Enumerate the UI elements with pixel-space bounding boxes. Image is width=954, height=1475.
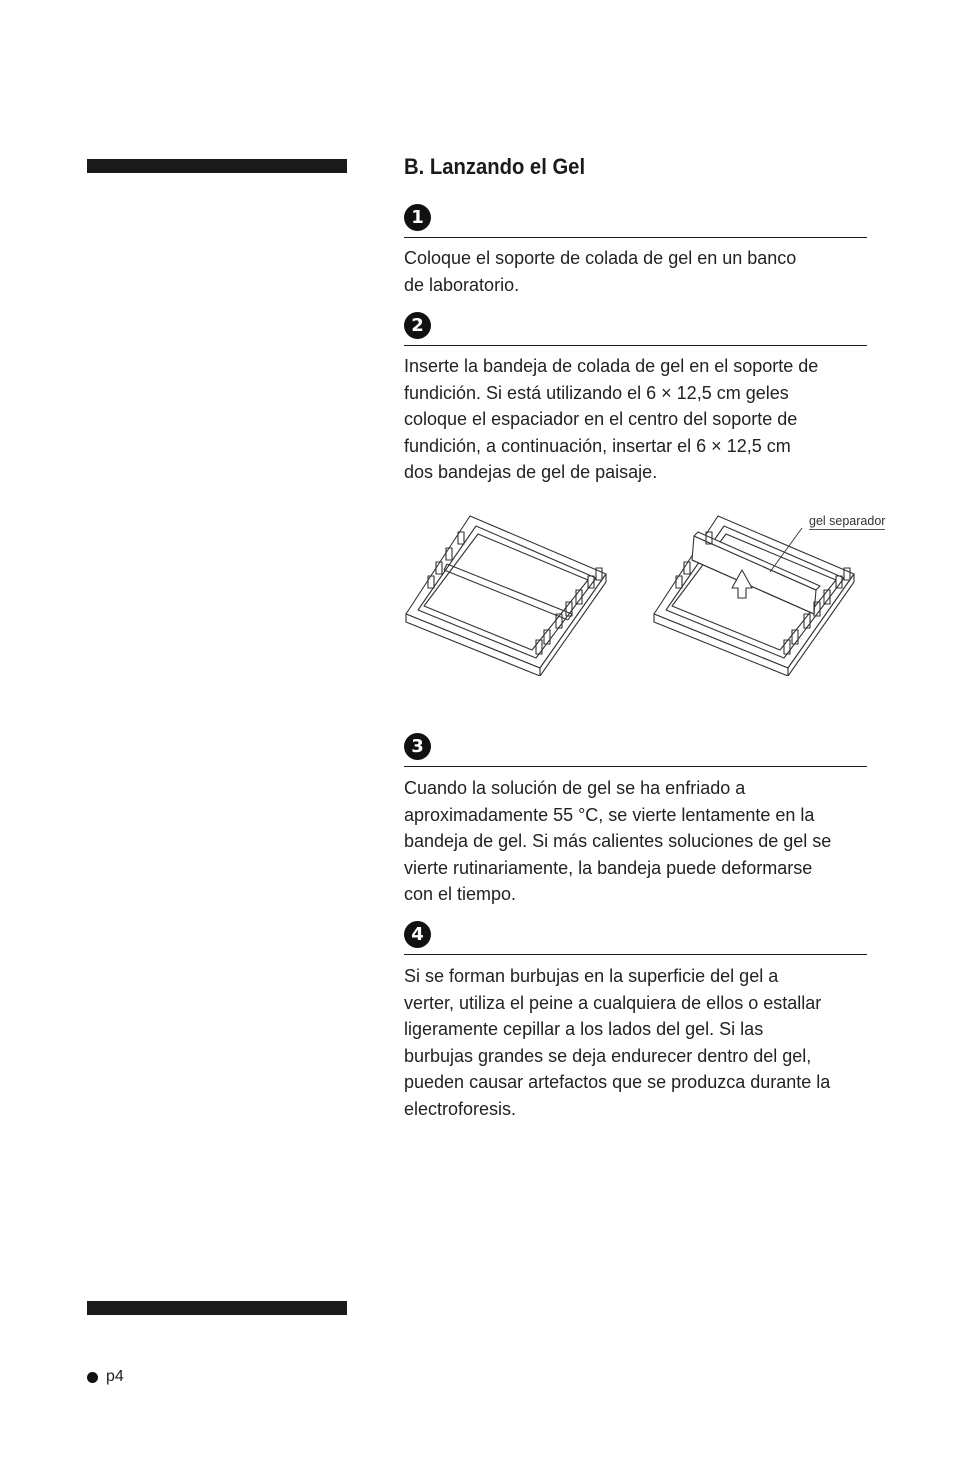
step-4-header xyxy=(404,922,867,955)
text-line: con el tiempo. xyxy=(404,884,517,904)
step-2-header xyxy=(404,313,867,346)
step-2-text xyxy=(404,353,818,486)
step-4-text xyxy=(404,963,830,1122)
text-line: fundición. Si está utilizando el 6 × 12,5 cm geles xyxy=(404,382,789,403)
step-4-number: 4 xyxy=(404,921,431,948)
text-line: dos bandejas de gel de paisaje. xyxy=(404,462,658,482)
text-line: vierte rutinariamente, la bandeja puede deformarse xyxy=(404,857,813,878)
step-1-header xyxy=(404,205,867,238)
text-line: pueden causar artefactos que se produzca durante la xyxy=(404,1072,831,1092)
text-line: ligeramente cepillar a los lados del gel. Si las xyxy=(404,1019,764,1039)
text-line: fundición, a continuación, insertar el 6 × 12,5 cm xyxy=(404,435,791,456)
step-2-number: 2 xyxy=(404,312,431,339)
page-footer xyxy=(87,1368,124,1386)
top-decor-bar xyxy=(87,159,347,173)
step-3-header xyxy=(404,734,867,767)
text-line: verter, utiliza el peine a cualquiera de ellos o estallar xyxy=(404,992,822,1013)
step-3-number: 3 xyxy=(404,733,431,760)
text-line: aproximadamente 55 °C, se vierte lentamente en la xyxy=(404,804,815,825)
text-line: de laboratorio. xyxy=(404,274,520,295)
text-line: Inserte la bandeja de colada de gel en el soporte de xyxy=(404,356,819,376)
section-title: B. Lanzando el Gel xyxy=(404,154,586,179)
step-1-number: 1 xyxy=(404,204,431,231)
page-number: p4 xyxy=(106,1368,124,1385)
step-3-text xyxy=(404,775,831,908)
gel-tray-illustration xyxy=(398,506,898,676)
text-line: Coloque el soporte de colada de gel en un banco xyxy=(404,248,797,268)
right-tray-drawing xyxy=(654,516,854,676)
step-1-text xyxy=(404,245,796,298)
text-line: electroforesis. xyxy=(404,1098,517,1119)
text-line: Cuando la solución de gel se ha enfriado a xyxy=(404,778,746,798)
text-line: coloque el espaciador en el centro del soporte de xyxy=(404,409,798,429)
bottom-decor-bar xyxy=(87,1301,347,1315)
bullet-dot-icon xyxy=(87,1372,98,1383)
text-line: burbujas grandes se deja endurecer dentro del gel, xyxy=(404,1045,812,1066)
left-tray-drawing xyxy=(406,516,606,676)
text-line: bandeja de gel. Si más calientes soluciones de gel se xyxy=(404,831,832,851)
gel-separator-label: gel separador xyxy=(809,514,886,528)
text-line: Si se forman burbujas en la superficie del gel a xyxy=(404,966,779,986)
